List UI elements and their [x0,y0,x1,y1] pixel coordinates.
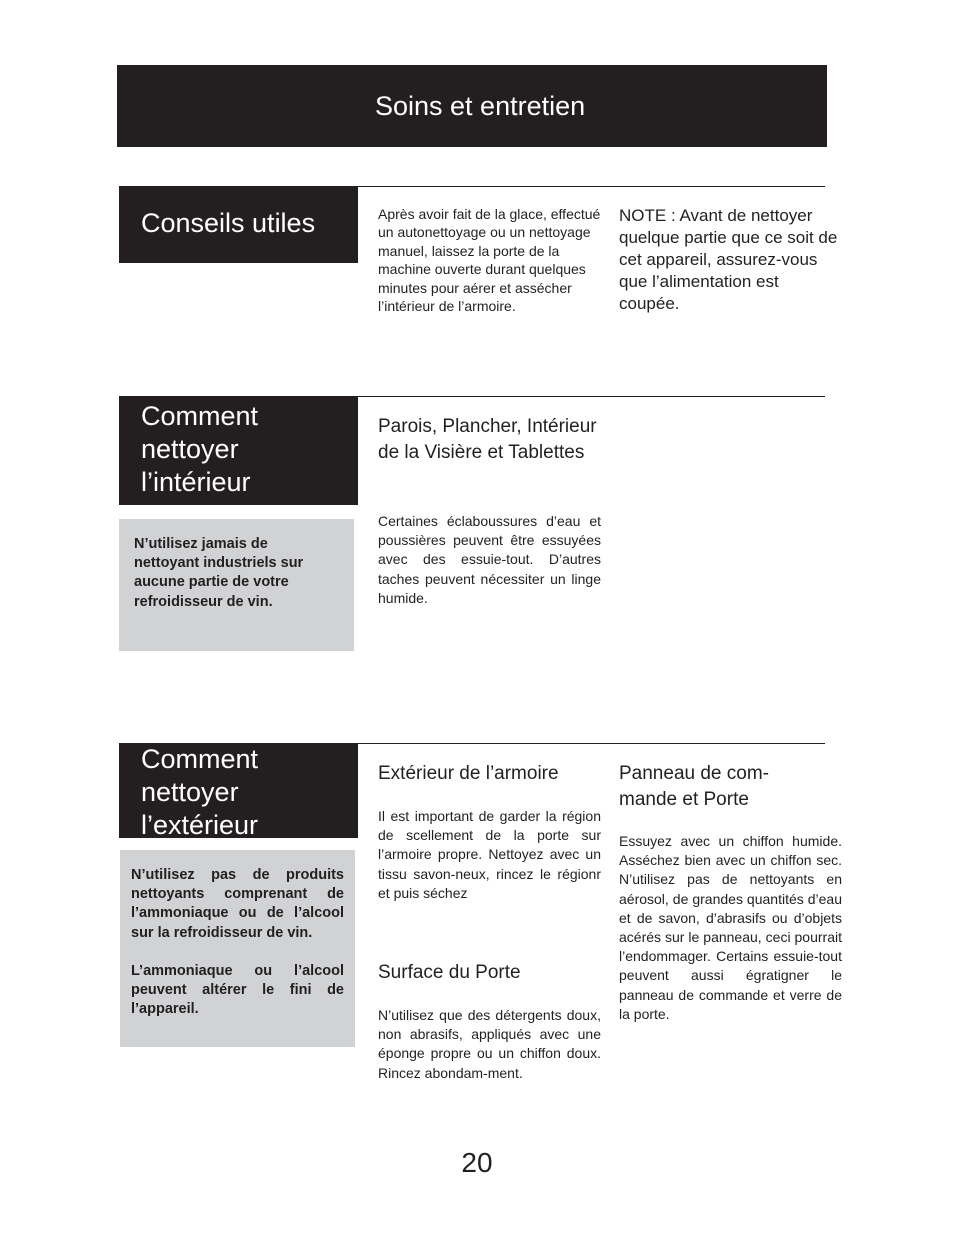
exterior-heading [119,743,358,838]
interior-warning-box [119,519,354,651]
exterior-warning-text-1: N’utilisez pas de produits nettoyants comprenant de l’ammoniaque ou de l’alcool sur la refroidisseur de vin. [131,867,344,941]
interior-heading-line-2: nettoyer [141,434,239,464]
cabinet-exterior-heading: Extérieur de l’armoire [378,763,559,784]
interior-subheading: Parois, Plancher, Intérieur de la Visière et Tablettes [378,416,597,463]
cabinet-exterior-body: Il est important de garder la région de scellement de la porte sur l’armoire propre. Nettoyez avec un tissu savon-neux, rincez le régionr et puis séchez [378,808,601,901]
page-number: 20 [461,1147,493,1178]
page-title: Soins et entretien [117,65,827,147]
interior-warning-text: N’utilisez jamais de nettoyant industriels sur aucune partie de votre refroidisseur de vin. [134,536,304,610]
exterior-heading-line-2: nettoyer [141,777,239,807]
tips-body-text: Après avoir fait de la glace, effectué un autonettoyage ou un nettoyage manuel, laissez la porte de la machine ouverte durant quelques minutes pour aérer et assécher l’intérieur de l’armoire. [378,206,601,315]
exterior-heading-line-3: l’extérieur [141,810,259,840]
interior-heading [119,396,358,505]
interior-body-text: Certaines éclaboussures d’eau et poussières peuvent être essuyées avec des essuie-tout. D’autres taches peuvent nécessiter un linge humide. [378,513,601,606]
interior-heading-line-1: Comment [141,401,259,431]
control-panel-heading: Panneau de com-mande et Porte [619,763,769,810]
exterior-warning-box [120,850,355,1047]
door-surface-body: N’utilisez que des détergents doux, non abrasifs, appliqués avec une éponge propre ou un chiffon doux. Rincez abondam-ment. [378,1007,601,1081]
section-divider-exterior [358,743,825,744]
exterior-heading-line-1: Comment [141,744,259,774]
tips-note: NOTE : Avant de nettoyer quelque partie que ce soit de cet appareil, assurez-vous que l’alimentation est coupée. [619,206,838,313]
section-divider-interior [358,396,825,397]
exterior-warning-text-2: L’ammoniaque ou l’alcool peuvent altérer le fini de l’appareil. [131,962,344,1018]
section-divider-tips [358,186,825,187]
tips-heading: Conseils utiles [119,186,358,263]
control-panel-body: Essuyez avec un chiffon humide. Asséchez bien avec un chiffon sec. N’utilisez pas de nettoyants en aérosol, de grandes quantités d’eau et de savon, d’abrasifs ou d’objets acérés sur le panneau, ceci pourrait l’endommager. Certains essuie-tout peuvent aussi égratigner le panneau de commande et verre de la porte. [619,833,842,1022]
interior-heading-line-3: l’intérieur [141,467,251,497]
door-surface-heading: Surface du Porte [378,962,521,983]
